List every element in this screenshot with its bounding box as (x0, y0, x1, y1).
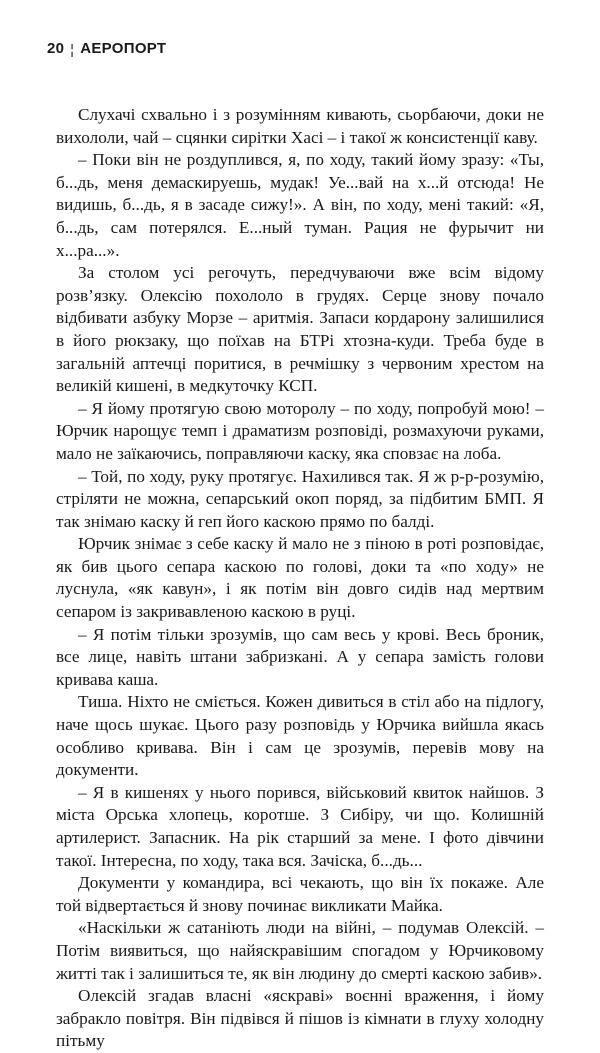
running-head (47, 40, 166, 57)
paragraph: Слухачі схвально і з розумінням кивають, сьорбаючи, доки не вихололи, чай – сцянки сирітки Хасі – і такої ж консистенції каву. (56, 105, 544, 147)
paragraph: – Я в кишенях у нього порився, військовий квиток найшов. З міста Орська хлопець, коротше. З Сибіру, чи що. Колишній артилерист. Запасник. На рік старший за мене. І фото дівчини такої. Інтересна, по ходу, така вся. Зачіска, б...дь... (56, 782, 544, 870)
page-number: 20 (47, 40, 65, 57)
book-title: АЕРОПОРТ (80, 40, 167, 57)
paragraph: – Я йому протягую свою моторолу – по ходу, попробуй мою! – Юрчик нарощує темп і драматизм розповіді, розмахуючи руками, мало не заїкаючись, поправляючи каску, яка сповзає на лоба. (56, 398, 544, 463)
paragraph: – Я потім тільки зрозумів, що сам весь у крові. Весь броник, все лице, навіть штани забризкані. А у сепара замість голови кривава каша. (56, 624, 544, 689)
paragraph: Документи у командира, всі чекають, що він їх покаже. Але той відвертається й знову починає викликати Майка. (56, 873, 544, 915)
paragraph: Олексій згадав власні «яскраві» воєнні враження, і йому забракло повітря. Він підвівся й пішов із кімнати в глуху холодну пітьму (56, 986, 544, 1051)
page-body (56, 104, 544, 1053)
paragraph: За столом усі регочуть, передчуваючи вже всім відому розв’язку. Олексію похололо в грудях. Серце знову почало відбивати азбуку Морзе – аритмія. Запаси кордарону залишилися в його рюкзаку, що поїхав на БТРі хтозна-куди. Треба буде в загальній аптечці поритися, в речмішку з червоним хрестом на великій кишені, в медкуточку КСП. (56, 263, 544, 396)
paragraph: Юрчик знімає з себе каску й мало не з піною в роті розповідає, як бив цього сепара каскою по голові, доки та «по ходу» не луснула, «як кавун», і як потім він довго сидів над мертвим сепаром із закривавленою каскою в руці. (56, 534, 544, 622)
paragraph: – Той, по ходу, руку протягує. Нахилився так. Я ж р-р-розумію, стріляти не можна, сепарський окоп поряд, за підбитим БМП. Я так знімаю каску й геп його каскою прямо по балді. (56, 466, 544, 531)
paragraph: «Наскільки ж сатаніють люди на війні, – подумав Олексій. – Потім виявиться, що найяскравішим спогадом у Юрчиковому житті так і залишиться те, як він людину до смерті каскою забив». (56, 918, 544, 983)
paragraph: Тиша. Ніхто не сміється. Кожен дивиться в стіл або на підлогу, наче щось шукає. Цього разу розповідь у Юрчика вийшла якась особливо кривава. Він і сам це зрозумів, перевів мову на документи. (56, 692, 544, 780)
header-separator: ¦ (70, 40, 75, 57)
paragraph: – Поки він не роздуплився, я, по ходу, такий йому зразу: «Ты, б...дь, меня демаскируешь, мудак! Уе...вай на х...й отсюда! Не видишь, б...дь, я в засаде сижу!». А він, по ходу, мені такий: «Я, б...дь, сам потерялся. Е...ный туман. Рация не фурычит ни х...ра...». (56, 150, 544, 260)
